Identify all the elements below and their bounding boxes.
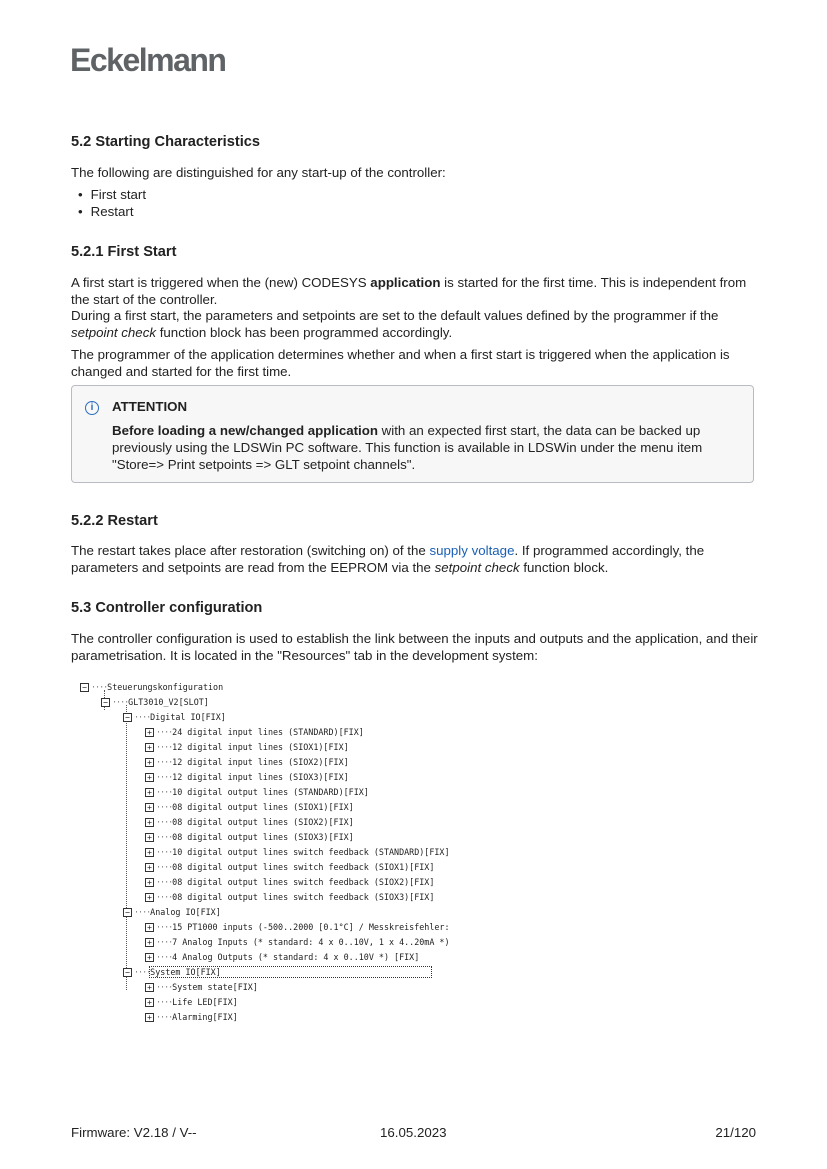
tree-node[interactable] [145, 860, 434, 875]
expand-icon[interactable]: + [145, 773, 154, 782]
attention-note [71, 385, 754, 483]
tree-connector: ···· [156, 802, 173, 812]
expand-icon[interactable]: + [145, 818, 154, 827]
tree-node-label: 7 Analog Inputs (* standard: 4 x 0..10V, 1 x 4..20mA *) [172, 937, 450, 947]
text: is started for the first time. This is independent from the start of the controller. [71, 275, 747, 307]
text: function block. [519, 560, 609, 575]
tree-connector: ···· [156, 892, 173, 902]
tree-node[interactable] [145, 1010, 238, 1025]
tree-connector: ···· [134, 712, 151, 722]
section-heading-5-3: 5.3 Controller configuration [71, 600, 263, 616]
supply-voltage-link[interactable]: supply voltage [429, 543, 515, 558]
paragraph: The controller configuration is used to establish the link between the inputs and outputs and the application, and their parametrisation. It is located in the "Resources" tab in the development system: [71, 631, 758, 663]
tree-node-label: Alarming[FIX] [172, 1012, 238, 1022]
tree-connector: ···· [91, 682, 108, 692]
tree-node[interactable] [145, 785, 369, 800]
tree-node-label: System state[FIX] [172, 982, 258, 992]
tree-node[interactable] [145, 980, 258, 995]
collapse-icon[interactable]: − [123, 968, 132, 977]
tree-connector: ···· [156, 772, 173, 782]
expand-icon[interactable]: + [145, 758, 154, 767]
tree-node[interactable] [101, 695, 209, 710]
tree-node-label: 08 digital output lines (SIOX2)[FIX] [172, 817, 354, 827]
bold-text: Before loading a new/changed application [112, 423, 378, 438]
tree-node-label: Analog IO[FIX] [150, 907, 221, 917]
collapse-icon[interactable]: − [123, 908, 132, 917]
tree-node-label: Life LED[FIX] [172, 997, 238, 1007]
tree-node[interactable] [123, 905, 221, 920]
expand-icon[interactable]: + [145, 788, 154, 797]
collapse-icon[interactable]: − [101, 698, 110, 707]
text: . If programmed accordingly, the parameters and setpoints are read from the EEPROM via the [71, 543, 705, 575]
tree-connector: ···· [156, 1012, 173, 1022]
text: function block has been programmed accordingly. [156, 325, 453, 340]
tree-connector: ···· [156, 742, 173, 752]
text: During a first start, the parameters and setpoints are set to the default values defined by the programmer if the [71, 308, 719, 323]
expand-icon[interactable]: + [145, 938, 154, 947]
controller-configuration-tree [0, 680, 827, 1030]
tree-node[interactable] [145, 770, 349, 785]
expand-icon[interactable]: + [145, 998, 154, 1007]
paragraph [71, 542, 761, 576]
tree-node[interactable] [145, 935, 450, 950]
italic-text: setpoint check [71, 325, 157, 340]
tree-node[interactable] [145, 815, 354, 830]
text: A first start is triggered when the (new) CODESYS [71, 275, 371, 290]
list-item: • First start [71, 186, 761, 203]
tree-node[interactable] [145, 830, 354, 845]
tree-connector: ···· [156, 937, 173, 947]
tree-node[interactable] [123, 710, 226, 725]
tree-connector: ···· [156, 817, 173, 827]
tree-node[interactable] [123, 965, 431, 980]
tree-node-label: System IO[FIX] [150, 967, 431, 977]
tree-guide-line [126, 705, 127, 990]
footer-firmware: Firmware: V2.18 / V-- [71, 1125, 197, 1140]
expand-icon[interactable]: + [145, 848, 154, 857]
collapse-icon[interactable]: − [123, 713, 132, 722]
expand-icon[interactable]: + [145, 893, 154, 902]
note-body [112, 422, 742, 473]
paragraph [71, 307, 761, 341]
expand-icon[interactable]: + [145, 863, 154, 872]
list-item: • Restart [71, 203, 761, 220]
tree-connector: ···· [156, 832, 173, 842]
tree-node-label: 12 digital input lines (SIOX1)[FIX] [172, 742, 349, 752]
note-title: ATTENTION [112, 399, 188, 414]
tree-connector: ···· [156, 757, 173, 767]
tree-node[interactable] [145, 950, 419, 965]
expand-icon[interactable]: + [145, 833, 154, 842]
tree-node-label: 08 digital output lines (SIOX1)[FIX] [172, 802, 354, 812]
tree-node-label: 10 digital output lines (STANDARD)[FIX] [172, 787, 369, 797]
tree-connector: ···· [156, 952, 173, 962]
tree-connector: ···· [156, 727, 173, 737]
tree-node-label: 12 digital input lines (SIOX3)[FIX] [172, 772, 349, 782]
tree-connector: ···· [156, 982, 173, 992]
text: The restart takes place after restoration (switching on) of the [71, 543, 430, 558]
tree-node[interactable] [80, 680, 223, 695]
tree-connector: ···· [134, 967, 151, 977]
tree-node-label: 24 digital input lines (STANDARD)[FIX] [172, 727, 364, 737]
tree-node[interactable] [145, 845, 450, 860]
paragraph: The following are distinguished for any start-up of the controller: [71, 165, 446, 180]
tree-node[interactable] [145, 875, 434, 890]
tree-node[interactable] [145, 800, 354, 815]
tree-node-label: Steuerungskonfiguration [107, 682, 224, 692]
tree-node-label: 15 PT1000 inputs (-500..2000 [0.1°C] / Messkreisfehler: [172, 922, 450, 932]
tree-node-label: 08 digital output lines switch feedback (SIOX1)[FIX] [172, 862, 435, 872]
expand-icon[interactable]: + [145, 878, 154, 887]
section-heading-5-2-2: 5.2.2 Restart [71, 513, 158, 529]
tree-connector: ···· [156, 922, 173, 932]
tree-node[interactable] [145, 755, 349, 770]
tree-node-label: 08 digital output lines switch feedback (SIOX3)[FIX] [172, 892, 435, 902]
tree-connector: ···· [156, 787, 173, 797]
collapse-icon[interactable]: − [80, 683, 89, 692]
text: with an expected first start, the data can be backed up previously using the LDSWin PC software. This function is available in LDSWin under the menu item "Store=> Print setpoints => GLT setpoint channels". [112, 423, 703, 472]
bullet-list [71, 186, 761, 220]
expand-icon[interactable]: + [145, 953, 154, 962]
tree-connector: ···· [156, 997, 173, 1007]
tree-node[interactable] [145, 995, 238, 1010]
section-heading-5-2-1: 5.2.1 First Start [71, 244, 177, 260]
tree-node[interactable] [145, 740, 349, 755]
paragraph [71, 274, 761, 308]
expand-icon[interactable]: + [145, 983, 154, 992]
italic-text: setpoint check [434, 560, 520, 575]
tree-connector: ···· [156, 877, 173, 887]
tree-node[interactable] [145, 725, 364, 740]
expand-icon[interactable]: + [145, 743, 154, 752]
tree-node-label: 08 digital output lines (SIOX3)[FIX] [172, 832, 354, 842]
expand-icon[interactable]: + [145, 923, 154, 932]
tree-node-label: 12 digital input lines (SIOX2)[FIX] [172, 757, 349, 767]
eckelmann-logo: Eckelmann [70, 42, 226, 78]
tree-connector: ···· [156, 862, 173, 872]
info-icon: i [85, 401, 99, 415]
tree-node-label: 10 digital output lines switch feedback (STANDARD)[FIX] [172, 847, 450, 857]
bold-text: application [370, 275, 441, 290]
tree-node-label: Digital IO[FIX] [150, 712, 226, 722]
footer-page-number: 21/120 [715, 1125, 756, 1140]
expand-icon[interactable]: + [145, 728, 154, 737]
footer-date: 16.05.2023 [380, 1125, 447, 1140]
paragraph: The programmer of the application determines whether and when a first start is triggered when the application is changed and started for the first time. [71, 347, 730, 379]
tree-node[interactable] [145, 890, 434, 905]
tree-node-label: 4 Analog Outputs (* standard: 4 x 0..10V *) [FIX] [172, 952, 420, 962]
tree-connector: ···· [134, 907, 151, 917]
expand-icon[interactable]: + [145, 803, 154, 812]
section-heading-5-2: 5.2 Starting Characteristics [71, 134, 260, 150]
tree-connector: ···· [156, 847, 173, 857]
tree-node-label: GLT3010_V2[SLOT] [128, 697, 209, 707]
tree-node-label: 08 digital output lines switch feedback (SIOX2)[FIX] [172, 877, 435, 887]
expand-icon[interactable]: + [145, 1013, 154, 1022]
tree-node[interactable] [145, 920, 450, 935]
tree-connector: ···· [112, 697, 129, 707]
